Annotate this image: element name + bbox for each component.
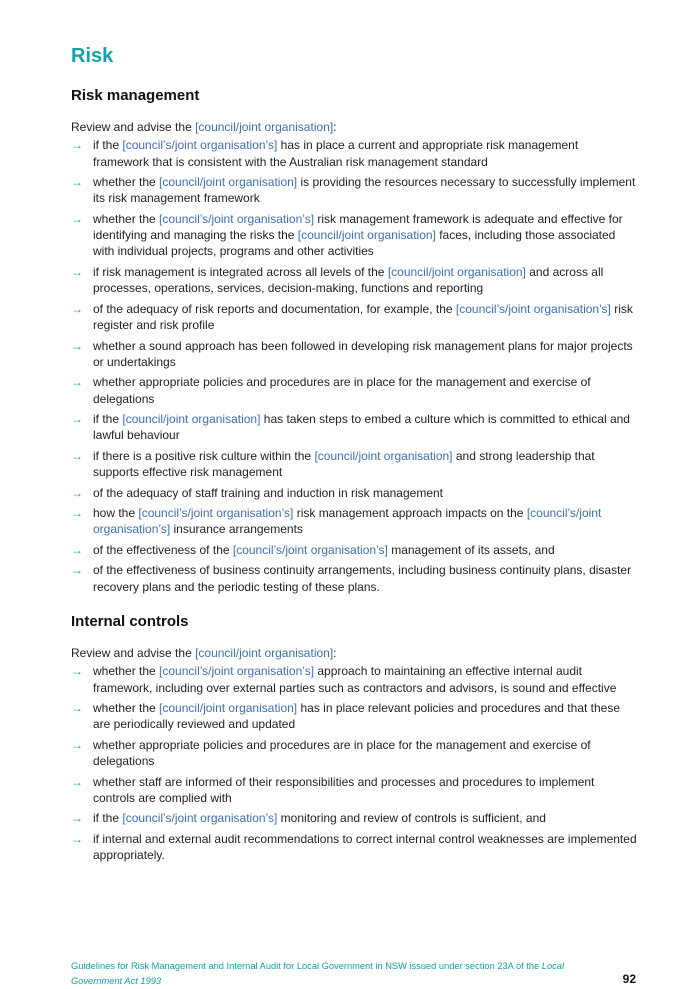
body-text: risk management approach impacts on the xyxy=(293,506,527,521)
list-item xyxy=(71,485,637,501)
arrow-right-icon: → xyxy=(71,701,83,716)
body-text: has in place relevant policies and procedures and that these are periodically reviewed and updated xyxy=(93,701,621,732)
section-risk-management xyxy=(71,86,637,599)
arrow-right-icon: → xyxy=(71,175,83,190)
list-item xyxy=(71,562,637,595)
bullet-list xyxy=(71,663,637,863)
body-text: of the effectiveness of the xyxy=(93,542,233,557)
body-text: management of its assets, and xyxy=(387,542,555,557)
body-text: of the adequacy of risk reports and documentation, for example, the xyxy=(93,301,456,316)
section-intro xyxy=(71,645,637,661)
list-item xyxy=(71,700,637,733)
placeholder-text: [council/joint organisation] xyxy=(122,412,261,427)
body-text: whether appropriate policies and procedures are in place for the management and exercise of delegations xyxy=(93,375,591,406)
list-item xyxy=(71,831,637,864)
arrow-right-icon: → xyxy=(71,563,83,578)
list-item xyxy=(71,338,637,371)
arrow-right-icon: → xyxy=(71,664,83,679)
body-text: Review and advise the xyxy=(71,120,196,134)
list-item xyxy=(71,542,637,558)
arrow-right-icon: → xyxy=(71,774,83,789)
body-text: whether the xyxy=(93,211,160,226)
body-text: monitoring and review of controls is sufficient, and xyxy=(277,811,546,826)
body-text: whether the xyxy=(93,664,160,679)
arrow-right-icon: → xyxy=(71,448,83,463)
arrow-right-icon: → xyxy=(71,412,83,427)
placeholder-text: [council/joint organisation] xyxy=(159,175,298,190)
body-text: if the xyxy=(93,138,123,153)
arrow-right-icon: → xyxy=(71,375,83,390)
body-text: whether appropriate policies and procedures are in place for the management and exercise of delegations xyxy=(93,737,591,769)
arrow-right-icon: → xyxy=(71,301,83,316)
arrow-right-icon: → xyxy=(71,737,83,752)
section-heading: Internal controls xyxy=(71,613,189,630)
body-text: is providing the resources necessary to successfully implement its risk management framework xyxy=(93,175,636,206)
list-item xyxy=(71,411,637,444)
arrow-right-icon: → xyxy=(71,264,83,279)
list-item xyxy=(71,663,637,696)
placeholder-text: [council’s/joint organisation’s] xyxy=(232,542,388,557)
placeholder-text: [council’s/joint organisation’s] xyxy=(455,301,611,316)
list-item xyxy=(71,264,637,297)
placeholder-text: [council/joint organisation] xyxy=(297,228,436,243)
body-text: and across all processes, operations, services, decision-making, functions and reporting xyxy=(93,264,604,296)
page-number: 92 xyxy=(622,972,636,986)
body-text: : xyxy=(333,120,337,134)
body-text: approach to maintaining an effective internal audit framework, including over external parties such as contractors and advisors, is sound and effective xyxy=(93,664,617,695)
placeholder-text: [council’s/joint organisation’s] xyxy=(122,138,278,153)
placeholder-text: [council/joint organisation] xyxy=(195,120,334,134)
body-text: whether a sound approach has been followed in developing risk management plans for major projects or undertakings xyxy=(93,338,633,369)
body-text: has taken steps to embed a culture which is committed to ethical and lawful behaviour xyxy=(93,412,630,443)
footer-text: Guidelines for Risk Management and Internal Audit for Local Government in NSW issued under section 23A of the xyxy=(71,961,542,971)
list-item xyxy=(71,737,637,770)
page-title: Risk xyxy=(71,45,114,67)
list-item xyxy=(71,174,637,207)
body-text: : xyxy=(333,646,337,660)
list-item xyxy=(71,211,637,260)
body-text: and strong leadership that supports effective risk management xyxy=(93,448,595,480)
placeholder-text: [council/joint organisation] xyxy=(314,448,453,463)
list-item xyxy=(71,810,637,826)
list-item xyxy=(71,505,637,538)
arrow-right-icon: → xyxy=(71,485,83,500)
list-item xyxy=(71,301,637,334)
body-text: whether the xyxy=(93,701,160,716)
list-item xyxy=(71,374,637,407)
placeholder-text: [council’s/joint organisation’s] xyxy=(159,211,315,226)
page-footer xyxy=(71,959,601,989)
arrow-right-icon: → xyxy=(71,831,83,846)
section-heading: Risk management xyxy=(71,87,200,104)
footer-act-title: Local Government Act 1993 xyxy=(71,961,565,986)
body-text: has in place a current and appropriate risk management framework that is consistent with the Australian risk management standard xyxy=(93,138,579,169)
section-intro xyxy=(71,119,637,135)
body-text: of the effectiveness of business continuity arrangements, including business continuity plans, disaster recovery plans and the periodic testing of these plans. xyxy=(93,563,632,594)
section-internal-controls xyxy=(71,612,637,868)
body-text: if there is a positive risk culture within the xyxy=(93,448,315,463)
body-text: whether the xyxy=(93,175,160,190)
body-text: how the xyxy=(93,506,139,521)
list-item xyxy=(71,774,637,807)
arrow-right-icon: → xyxy=(71,811,83,826)
body-text: Review and advise the xyxy=(71,646,196,660)
placeholder-text: [council’s/joint organisation’s] xyxy=(93,506,602,537)
placeholder-text: [council/joint organisation] xyxy=(159,701,298,716)
arrow-right-icon: → xyxy=(71,338,83,353)
placeholder-text: [council’s/joint organisation’s] xyxy=(138,506,294,521)
body-text: whether staff are informed of their responsibilities and processes and procedures to implement controls are complied with xyxy=(93,774,595,805)
placeholder-text: [council’s/joint organisation’s] xyxy=(159,664,315,679)
list-item xyxy=(71,448,637,481)
placeholder-text: [council/joint organisation] xyxy=(195,646,334,660)
arrow-right-icon: → xyxy=(71,211,83,226)
body-text: insurance arrangements xyxy=(170,522,303,537)
bullet-list xyxy=(71,137,637,595)
list-item xyxy=(71,137,637,170)
body-text: if the xyxy=(93,811,123,826)
body-text: of the adequacy of staff training and induction in risk management xyxy=(93,485,443,500)
placeholder-text: [council’s/joint organisation’s] xyxy=(122,811,278,826)
body-text: if the xyxy=(93,412,123,427)
body-text: if internal and external audit recommendations to correct internal control weaknesses are implemented appropriately. xyxy=(93,831,637,863)
placeholder-text: [council/joint organisation] xyxy=(387,264,526,279)
arrow-right-icon: → xyxy=(71,506,83,521)
body-text: faces, including those associated with individual projects, programs and other activities xyxy=(93,228,616,259)
arrow-right-icon: → xyxy=(71,138,83,153)
body-text: risk register and risk profile xyxy=(93,301,633,333)
body-text: if risk management is integrated across all levels of the xyxy=(93,264,388,279)
arrow-right-icon: → xyxy=(71,542,83,557)
body-text: risk management framework is adequate and effective for identifying and managing the risks the xyxy=(93,211,623,243)
